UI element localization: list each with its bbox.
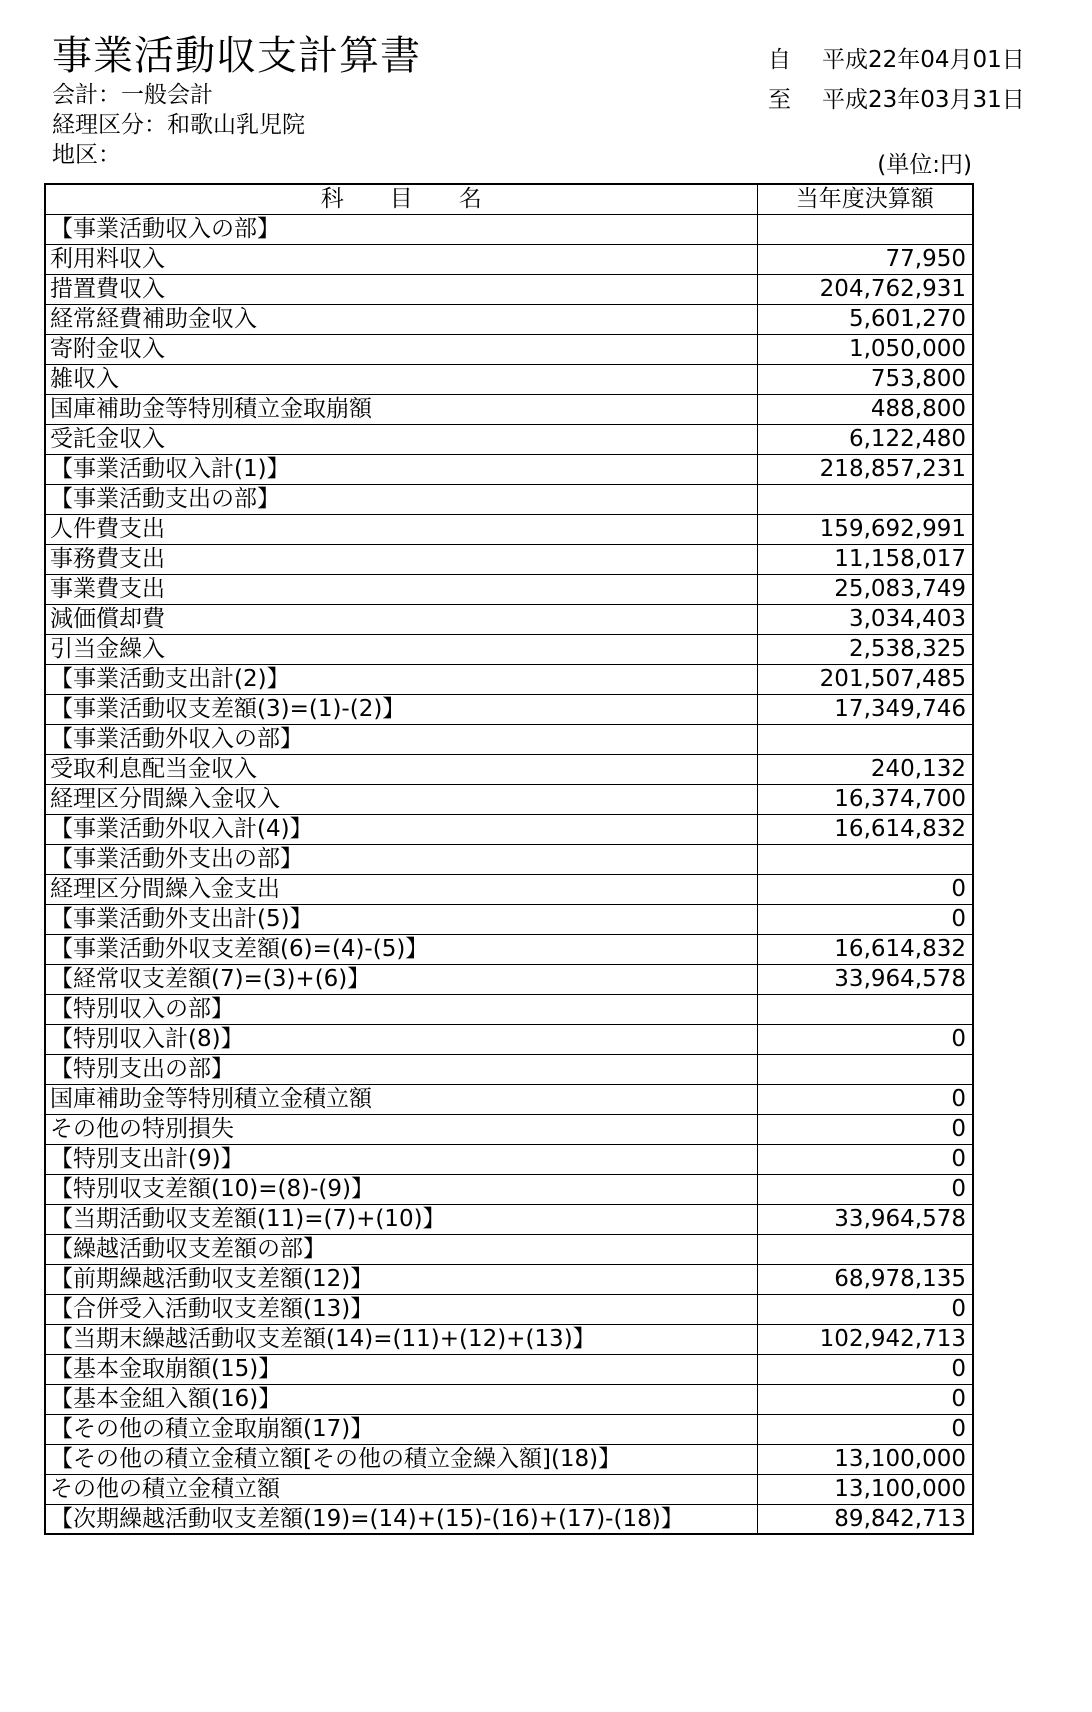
table-row (45, 334, 973, 364)
row-item-name: 受取利息配当金収入 (45, 754, 757, 784)
row-amount: 102,942,713 (757, 1324, 973, 1354)
row-item-name: 国庫補助金等特別積立金取崩額 (45, 394, 757, 424)
row-item-name: 【事業活動支出の部】 (45, 484, 757, 514)
row-amount: 33,964,578 (757, 1204, 973, 1234)
row-item-name: 【事業活動外支出計(5)】 (45, 904, 757, 934)
table-row (45, 994, 973, 1024)
row-amount: 0 (757, 1144, 973, 1174)
row-item-name: その他の特別損失 (45, 1114, 757, 1144)
row-item-name: 【事業活動外支出の部】 (45, 844, 757, 874)
row-amount: 0 (757, 904, 973, 934)
table-row (45, 1384, 973, 1414)
table-row (45, 1474, 973, 1504)
table-row (45, 514, 973, 544)
row-amount: 0 (757, 1174, 973, 1204)
table-row (45, 544, 973, 574)
row-amount: 218,857,231 (757, 454, 973, 484)
column-header-amount: 当年度決算額 (757, 184, 973, 214)
table-row (45, 604, 973, 634)
row-amount: 753,800 (757, 364, 973, 394)
table-row (45, 364, 973, 394)
table-row (45, 694, 973, 724)
row-amount: 13,100,000 (757, 1444, 973, 1474)
row-amount: 16,374,700 (757, 784, 973, 814)
period-to (768, 85, 1025, 115)
row-item-name: 【当期活動収支差額(11)=(7)+(10)】 (45, 1204, 757, 1234)
row-item-name: 【事業活動収入の部】 (45, 214, 757, 244)
row-item-name: 【前期繰越活動収支差額(12)】 (45, 1264, 757, 1294)
row-amount: 159,692,991 (757, 514, 973, 544)
table-row (45, 1324, 973, 1354)
row-item-name: 【事業活動外収入計(4)】 (45, 814, 757, 844)
table-row (45, 484, 973, 514)
row-item-name: 事務費支出 (45, 544, 757, 574)
row-item-name: 【繰越活動収支差額の部】 (45, 1234, 757, 1264)
table-row (45, 1204, 973, 1234)
table-row (45, 874, 973, 904)
row-amount: 488,800 (757, 394, 973, 424)
table-row (45, 454, 973, 484)
row-item-name: 【事業活動収支差額(3)=(1)-(2)】 (45, 694, 757, 724)
table-row (45, 1264, 973, 1294)
row-amount: 0 (757, 1354, 973, 1384)
table-row (45, 1294, 973, 1324)
row-item-name: 【特別支出の部】 (45, 1054, 757, 1084)
table-row (45, 1174, 973, 1204)
table-row (45, 814, 973, 844)
row-amount (757, 484, 973, 514)
row-item-name: 【その他の積立金積立額[その他の積立金繰入額](18)】 (45, 1444, 757, 1474)
row-item-name: 経理区分間繰入金支出 (45, 874, 757, 904)
row-item-name: 利用料収入 (45, 244, 757, 274)
row-amount: 13,100,000 (757, 1474, 973, 1504)
column-header-item: 科 目 名 (45, 184, 757, 214)
row-item-name: 【経常収支差額(7)=(3)+(6)】 (45, 964, 757, 994)
table-row (45, 1084, 973, 1114)
row-amount: 25,083,749 (757, 574, 973, 604)
unit-label: (単位:円) (877, 152, 972, 178)
row-item-name: 措置費収入 (45, 274, 757, 304)
row-amount: 0 (757, 1114, 973, 1144)
row-amount: 3,034,403 (757, 604, 973, 634)
table-row (45, 934, 973, 964)
row-item-name: 【特別支出計(9)】 (45, 1144, 757, 1174)
row-item-name: 減価償却費 (45, 604, 757, 634)
table-row (45, 1054, 973, 1084)
table-row (45, 394, 973, 424)
row-amount: 2,538,325 (757, 634, 973, 664)
period-from-date: 平成22年04月01日 (822, 47, 1025, 73)
row-amount (757, 724, 973, 754)
row-amount: 0 (757, 874, 973, 904)
table-row (45, 1114, 973, 1144)
row-amount: 33,964,578 (757, 964, 973, 994)
table-row (45, 784, 973, 814)
row-item-name: 受託金収入 (45, 424, 757, 454)
row-item-name: 【特別収入計(8)】 (45, 1024, 757, 1054)
row-amount: 6,122,480 (757, 424, 973, 454)
table-row (45, 1414, 973, 1444)
division-label: 経理区分：和歌山乳児院 (52, 112, 305, 138)
row-item-name: 引当金繰入 (45, 634, 757, 664)
row-item-name: 【特別収支差額(10)=(8)-(9)】 (45, 1174, 757, 1204)
row-amount: 201,507,485 (757, 664, 973, 694)
row-item-name: 国庫補助金等特別積立金積立額 (45, 1084, 757, 1114)
row-item-name: 事業費支出 (45, 574, 757, 604)
table-row (45, 214, 973, 244)
row-amount: 204,762,931 (757, 274, 973, 304)
table-row (45, 904, 973, 934)
row-amount: 5,601,270 (757, 304, 973, 334)
table-row (45, 664, 973, 694)
row-amount: 77,950 (757, 244, 973, 274)
row-amount: 1,050,000 (757, 334, 973, 364)
table-row (45, 574, 973, 604)
row-item-name: 寄附金収入 (45, 334, 757, 364)
table-row (45, 1444, 973, 1474)
row-amount: 16,614,832 (757, 814, 973, 844)
row-amount: 0 (757, 1084, 973, 1114)
row-amount: 0 (757, 1294, 973, 1324)
table-row (45, 1234, 973, 1264)
row-amount: 17,349,746 (757, 694, 973, 724)
table-row (45, 844, 973, 874)
period-to-label: 至 (768, 87, 791, 113)
row-item-name: その他の積立金積立額 (45, 1474, 757, 1504)
table-body (45, 214, 973, 1534)
row-item-name: 【事業活動外収支差額(6)=(4)-(5)】 (45, 934, 757, 964)
row-item-name: 【特別収入の部】 (45, 994, 757, 1024)
row-amount (757, 214, 973, 244)
document-title: 事業活動収支計算書 (52, 33, 421, 79)
row-item-name: 【基本金組入額(16)】 (45, 1384, 757, 1414)
row-item-name: 【合併受入活動収支差額(13)】 (45, 1294, 757, 1324)
table-row (45, 754, 973, 784)
row-item-name: 【基本金取崩額(15)】 (45, 1354, 757, 1384)
row-amount (757, 994, 973, 1024)
table-header-row (45, 184, 973, 214)
row-item-name: 【次期繰越活動収支差額(19)=(14)+(15)-(16)+(17)-(18)】 (45, 1504, 757, 1534)
row-amount: 0 (757, 1414, 973, 1444)
account-label: 会計：一般会計 (52, 82, 213, 108)
row-item-name: 人件費支出 (45, 514, 757, 544)
table-row (45, 424, 973, 454)
row-amount: 16,614,832 (757, 934, 973, 964)
table-row (45, 244, 973, 274)
row-amount: 240,132 (757, 754, 973, 784)
row-item-name: 【その他の積立金取崩額(17)】 (45, 1414, 757, 1444)
row-item-name: 【当期末繰越活動収支差額(14)=(11)+(12)+(13)】 (45, 1324, 757, 1354)
row-amount: 11,158,017 (757, 544, 973, 574)
table-row (45, 724, 973, 754)
statement-table (44, 183, 974, 1535)
period-from-label: 自 (768, 47, 791, 73)
row-amount: 0 (757, 1024, 973, 1054)
period-from (768, 45, 1025, 75)
row-item-name: 経理区分間繰入金収入 (45, 784, 757, 814)
period-to-date: 平成23年03月31日 (822, 87, 1025, 113)
table-row (45, 964, 973, 994)
row-amount (757, 1234, 973, 1264)
row-item-name: 【事業活動支出計(2)】 (45, 664, 757, 694)
row-amount: 0 (757, 1384, 973, 1414)
row-item-name: 雑収入 (45, 364, 757, 394)
row-item-name: 【事業活動外収入の部】 (45, 724, 757, 754)
table-row (45, 274, 973, 304)
table-row (45, 1354, 973, 1384)
table-row (45, 1504, 973, 1534)
table-row (45, 634, 973, 664)
row-amount: 68,978,135 (757, 1264, 973, 1294)
row-amount (757, 1054, 973, 1084)
table-row (45, 1144, 973, 1174)
row-amount: 89,842,713 (757, 1504, 973, 1534)
district-label: 地区： (52, 142, 121, 168)
row-item-name: 経常経費補助金収入 (45, 304, 757, 334)
row-item-name: 【事業活動収入計(1)】 (45, 454, 757, 484)
table-row (45, 1024, 973, 1054)
table-row (45, 304, 973, 334)
row-amount (757, 844, 973, 874)
